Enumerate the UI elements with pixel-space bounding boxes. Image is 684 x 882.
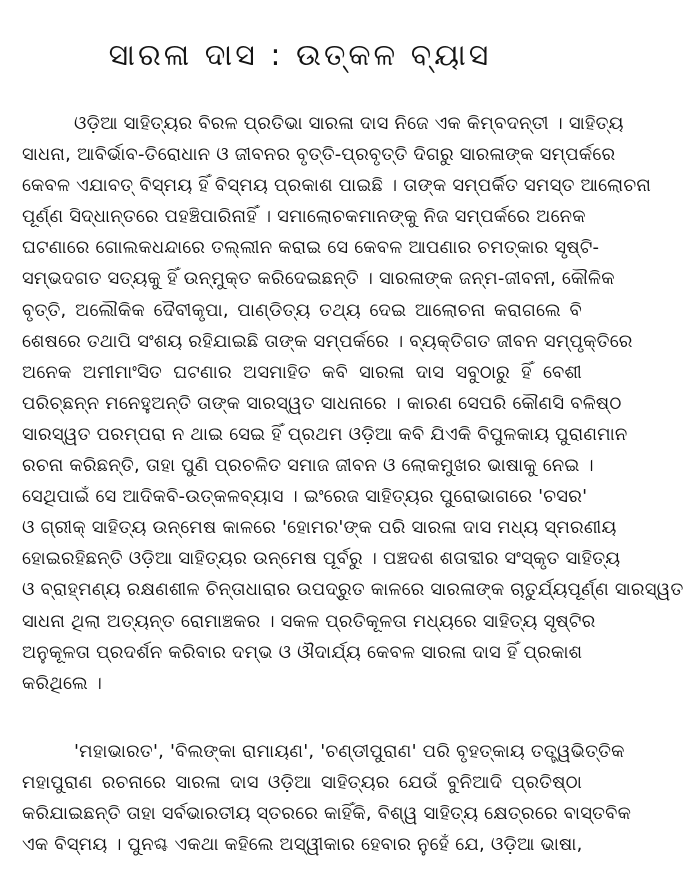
text-line: ସାରସ୍ୱତ ପରମ୍ପରା ନ ଥାଇ ସେଇ ହିଁ ପ୍ରଥମ ଓଡ଼ିଆ କବି ଯିଏକି ବିପୁଳକାୟ ପୁରାଣମାନ bbox=[22, 423, 628, 445]
text-line: ଏକ ବିସ୍ମୟ । ପୁନଶ୍ଚ ଏକଥା କହିଲେ ଅସ୍ୱୀକାର ହେବାର ନୁହେଁ ଯେ, ଓଡ଼ିଆ ଭାଷା, bbox=[22, 834, 583, 856]
text-line: ଶେଷରେ ତଥାପି ସଂଶୟ ରହିଯାଇଛି ତାଙ୍କ ସମ୍ପର୍କରେ । ବ୍ୟକ୍ତିଗତ ଜୀବନ ସମ୍ପୃକ୍ତିରେ bbox=[22, 330, 633, 352]
text-line: ଅନେକ ଅମୀମାଂସିତ ଘଟଣାର ଅସମାହିତ କବି ସାରଳା ଦାସ ସବୁଠାରୁ ହିଁ ବେଶୀ bbox=[22, 361, 582, 383]
text-line: 'ମହାଭାରତ', 'ବିଲଙ୍କା ରାମାୟଣ', 'ଚଣ୍ଡୀପୁରାଣ' ପରି ବୃହତ୍କାୟ ତତ୍ତ୍ୱଭିତ୍ତିକ bbox=[74, 741, 625, 762]
text-line: ଅନୁକୂଳତା ପ୍ରଦର୍ଶନ କରିବାର ଦମ୍ଭ ଓ ଔଦାର୍ଯ୍ୟ କେବଳ ସାରଳା ଦାସ ହିଁ ପ୍ରକାଶ bbox=[22, 641, 583, 663]
text-line: କରିଥିଲେ । bbox=[22, 672, 103, 694]
text-line: ସାଧନା, ଆବିର୍ଭାବ-ତିରୋଧାନ ଓ ଜୀବନର ବୃତ୍ତି-ପ୍ରବୃତ୍ତି ଦିଗରୁ ସାରଳାଙ୍କ ସମ୍ପର୍କରେ bbox=[22, 144, 616, 166]
text-line: ଓ ଗ୍ରୀକ୍ ସାହିତ୍ୟ ଉନ୍ମେଷ କାଳରେ 'ହୋମର'ଙ୍କ ପରି ସାରଳା ଦାସ ମଧ୍ୟ ସ୍ମରଣୀୟ bbox=[22, 517, 617, 539]
text-line: ପୂର୍ଣ୍ଣ ସିଦ୍ଧାନ୍ତରେ ପହଞ୍ଚିପାରିନାହିଁ । ସମାଲୋଚକମାନଙ୍କୁ ନିଜ ସମ୍ପର୍କରେ ଅନେକ bbox=[22, 206, 586, 228]
paragraph-1 bbox=[22, 108, 684, 699]
page-title: ସାରଳା ଦାସ : ଉତ୍କଳ ବ୍ୟାସ bbox=[108, 38, 492, 73]
text-line: ସମ୍ଭଦଗତ ସତ୍ୟକୁ ହିଁ ଉନ୍ମୁକ୍ତ କରିଦେଇଛନ୍ତି । ସାରଳାଙ୍କ ଜନ୍ମ-ଜୀବନୀ, କୌଳିକ bbox=[22, 268, 615, 290]
paragraph-2 bbox=[22, 736, 632, 860]
text-line: ପରିଚ୍ଛନ୍ନ ମନେହୁଅନ୍ତି ତାଙ୍କ ସାରସ୍ୱତ ସାଧନାରେ । କାରଣ ସେପରି କୌଣସି ବଳିଷ୍ଠ bbox=[22, 392, 622, 414]
text-line: ସାଧନା ଥିଲା ଅତ୍ୟନ୍ତ ରୋମାଞ୍ଚକର । ସକଳ ପ୍ରତିକୂଳତା ମଧ୍ୟରେ ସାହିତ୍ୟ ସୃଷ୍ଟିର bbox=[22, 610, 596, 632]
text-line: ସେଥିପାଇଁ ସେ ଆଦିକବି-ଉତ୍କଳବ୍ୟାସ । ଇଂରେଜ ସାହିତ୍ୟର ପୁରୋଭାଗରେ 'ଚସର' bbox=[22, 486, 588, 508]
text-line: ମହାପୁରାଣ ରଚନାରେ ସାରଳା ଦାସ ଓଡ଼ିଆ ସାହିତ୍ୟର ଯେଉଁ ବୁନିଆଦି ପ୍ରତିଷ୍ଠା bbox=[22, 772, 582, 794]
text-line: ଘଟଣାରେ ଗୋଲକଧନ୍ଦାରେ ତଲ୍ଲୀନ କରାଇ ସେ କେବଳ ଆପଣାର ଚମତ୍କାର ସୃଷ୍ଟି- bbox=[22, 237, 600, 259]
text-line: ଓ ବ୍ରାହ୍ମଣ୍ୟ ରକ୍ଷଣଶୀଳ ଚିନ୍ତାଧାରାର ଉପଦ୍ରୁତ କାଳରେ ସାରଳାଙ୍କ ଚାତୁର୍ଯ୍ୟପୂର୍ଣ୍ଣ ସାରସ୍ୱତ bbox=[22, 579, 684, 601]
text-line: କରିଯାଇଛନ୍ତି ତାହା ସର୍ବଭାରତୀୟ ସ୍ତରରେ କାହିଁକି, ବିଶ୍ୱ ସାହିତ୍ୟ କ୍ଷେତ୍ରରେ ବାସ୍ତବିକ bbox=[22, 803, 632, 825]
text-line: ରଚନା କରିଛନ୍ତି, ତାହା ପୁଣି ପ୍ରଚଳିତ ସମାଜ ଜୀବନ ଓ ଲୋକମୁଖର ଭାଷାକୁ ନେଇ । bbox=[22, 455, 594, 477]
text-line: ହୋଇରହିଛନ୍ତି ଓଡ଼ିଆ ସାହିତ୍ୟର ଉନ୍ମେଷ ପୂର୍ବରୁ । ପଞ୍ଚଦଶ ଶତାବ୍ଦୀର ସଂସ୍କୃତ ସାହିତ୍ୟ bbox=[22, 548, 621, 570]
text-line: ଓଡ଼ିଆ ସାହିତ୍ୟର ବିରଳ ପ୍ରତିଭା ସାରଳା ଦାସ ନିଜେ ଏକ କିମ୍ବଦନ୍ତୀ । ସାହିତ୍ୟ bbox=[74, 113, 624, 134]
text-line: ବୃତ୍ତି, ଅଲୌକିକ ଦୈବୀକୃପା, ପାଣ୍ଡିତ୍ୟ ତଥ୍ୟ ଦେଇ ଆଲୋଚନା କରାଗଲେ ବି bbox=[22, 299, 582, 321]
text-line: କେବଳ ଏଯାବତ୍ ବିସ୍ମୟ ହିଁ ବିସ୍ମୟ ପ୍ରକାଶ ପାଇଛି । ତାଙ୍କ ସମ୍ପର୍କିତ ସମସ୍ତ ଆଲୋଚନା bbox=[22, 175, 652, 197]
